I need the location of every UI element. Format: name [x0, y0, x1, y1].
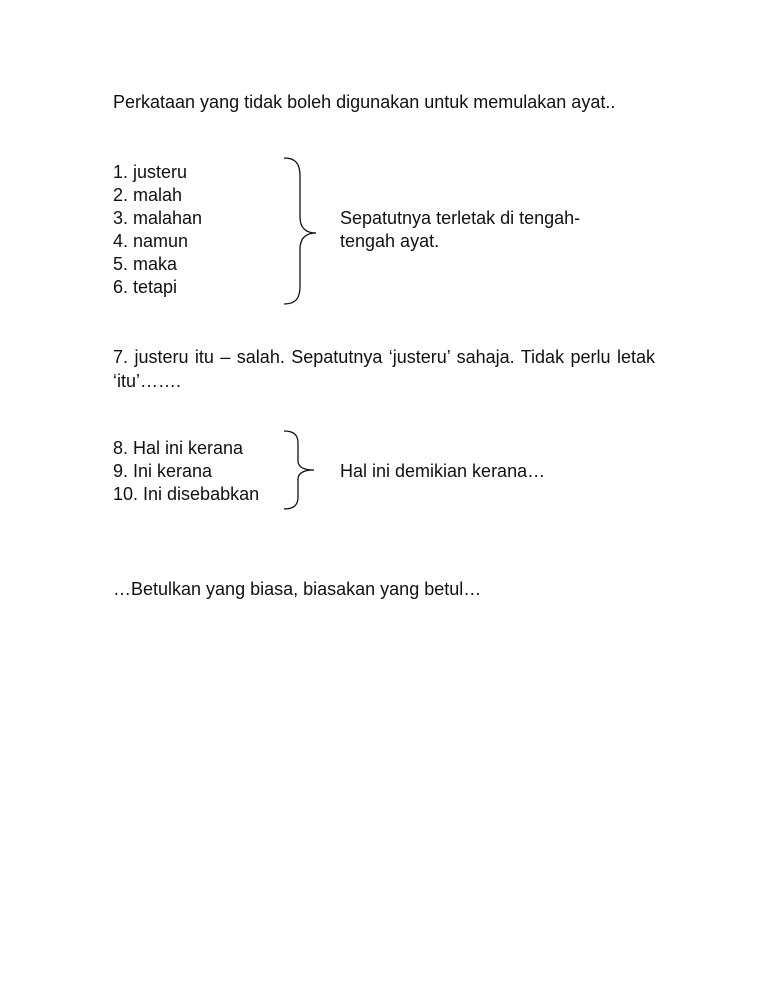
list1-note-line1: Sepatutnya terletak di tengah- — [340, 208, 581, 228]
curly-brace-icon — [280, 154, 320, 308]
list-item: 10. Ini disebabkan — [113, 484, 260, 504]
closing-line: …Betulkan yang biasa, biasakan yang betul… — [113, 579, 482, 599]
curly-brace-icon — [280, 427, 320, 513]
point7-paragraph: 7. justeru itu – salah. Sepatutnya ‘justeru’ sahaja. Tidak perlu letak ‘itu’……. — [113, 347, 655, 391]
list-item: 6. tetapi — [113, 277, 178, 297]
list-item: 9. Ini kerana — [113, 461, 213, 481]
list-item: 4. namun — [113, 231, 189, 251]
list-item: 1. justeru — [113, 162, 188, 182]
list-item: 5. maka — [113, 254, 178, 274]
intro-paragraph: Perkataan yang tidak boleh digunakan untuk memulakan ayat.. — [113, 92, 616, 112]
list-item: 8. Hal ini kerana — [113, 438, 244, 458]
list-item: 3. malahan — [113, 208, 203, 228]
list1-note-line2: tengah ayat. — [340, 231, 440, 251]
list-item: 2. malah — [113, 185, 183, 205]
list2-note: Hal ini demikian kerana… — [340, 461, 546, 481]
